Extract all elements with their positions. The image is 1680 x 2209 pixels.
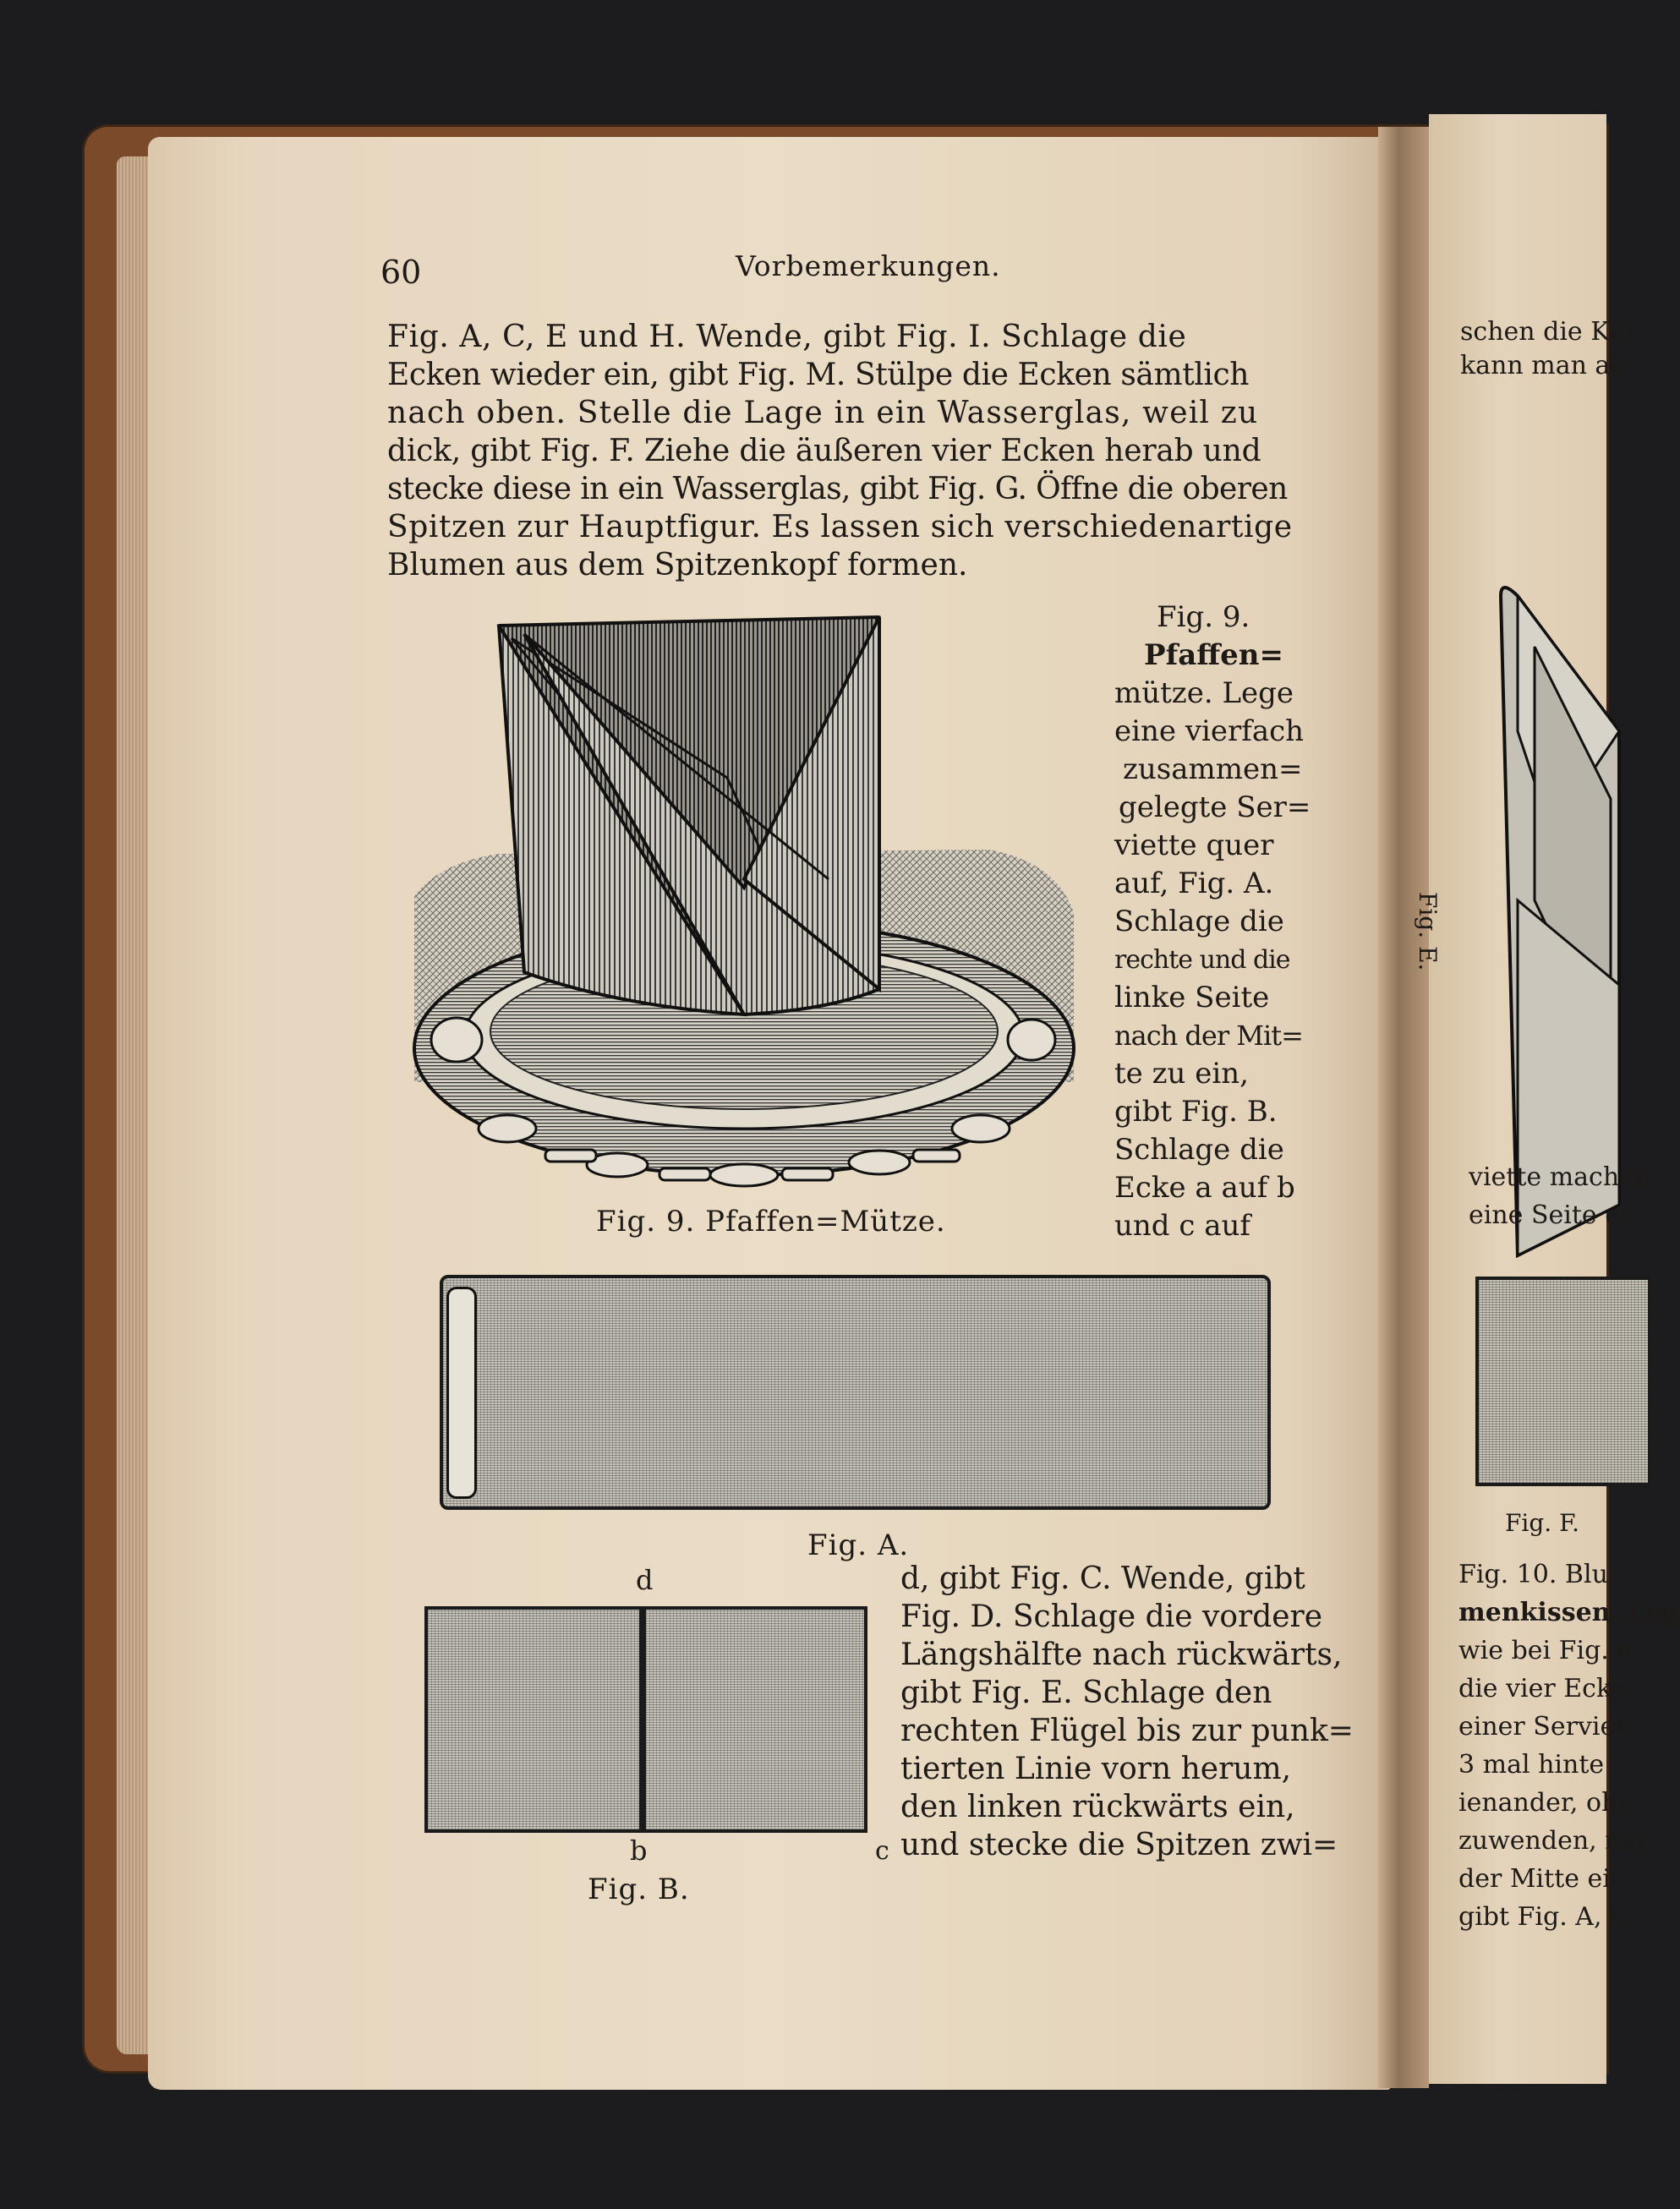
text-line: d, gibt Fig. C. Wende, gibt	[900, 1561, 1305, 1596]
text-line: Fig. A, C, E und H. Wende, gibt Fig. I. Schlage die	[387, 320, 1187, 354]
figB-caption: Fig. B.	[588, 1873, 690, 1906]
text-line: wie bei Fig. 8	[1458, 1636, 1633, 1665]
text-line: linke Seite	[1114, 981, 1270, 1014]
text-line: nach oben. Stelle die Lage in ein Wasserglas, weil zu	[387, 396, 1259, 430]
figA-illustration	[440, 1275, 1271, 1510]
figB-label-c: c	[875, 1836, 889, 1866]
figA-caption: Fig. A.	[807, 1528, 910, 1562]
text-line: Schlage die	[1114, 905, 1284, 938]
figB-label-d: d	[636, 1564, 654, 1596]
text-line: zuwenden, nac	[1458, 1826, 1651, 1856]
right-bottom-column	[1458, 1556, 1680, 1936]
text-line: Pfaffen=	[1144, 638, 1283, 672]
text-line: den linken rückwärts ein,	[900, 1790, 1295, 1824]
text-line: menkissen. Leg	[1458, 1598, 1680, 1627]
book-gutter	[1378, 127, 1429, 2088]
text-line: gibt Fig. A, C	[1458, 1902, 1629, 1932]
text-line: Längshälfte nach rückwärts,	[900, 1638, 1343, 1672]
text-line: mütze. Lege	[1114, 676, 1294, 710]
text-line: Fig. 9.	[1157, 600, 1250, 634]
figE-illustration	[1484, 478, 1619, 1255]
figF-illustration	[1475, 1277, 1651, 1486]
text-line: und stecke die Spitzen zwi=	[900, 1828, 1338, 1862]
text-line: rechten Flügel bis zur punk=	[900, 1714, 1354, 1748]
text-line: auf, Fig. A.	[1114, 867, 1274, 900]
text-line: Fig. 10. Blu	[1458, 1560, 1608, 1589]
text-line: Blumen aus dem Spitzenkopf formen.	[387, 548, 968, 582]
text-line: nach der Mit=	[1114, 1020, 1303, 1052]
text-line: einer Serviet	[1458, 1712, 1626, 1742]
figB-label-b: b	[630, 1834, 648, 1867]
text-line: rechte und die	[1114, 945, 1290, 975]
figF-caption: Fig. F.	[1505, 1509, 1580, 1537]
text-line: 3 mal hinte	[1458, 1750, 1605, 1780]
right-page-content	[1414, 114, 1680, 2084]
figE-label: Fig. E.	[1414, 892, 1442, 971]
bottom-column	[900, 1560, 1354, 1864]
figA-fold-edge	[446, 1287, 477, 1499]
text-line: Spitzen zur Hauptfigur. Es lassen sich verschiedenartige	[387, 510, 1293, 544]
fig9-illustration	[406, 609, 1082, 1200]
text-line: gibt Fig. B.	[1114, 1095, 1278, 1129]
text-line: der Mitte ei	[1458, 1864, 1611, 1894]
text-line: zusammen=	[1123, 752, 1303, 786]
text-line: te zu ein,	[1114, 1057, 1249, 1091]
fig9-caption: Fig. 9. Pfaffen=Mütze.	[596, 1205, 946, 1238]
text-line: Fig. D. Schlage die vordere	[900, 1599, 1323, 1634]
right-mid-line: eine Seite ei	[1469, 1200, 1628, 1230]
text-line: Ecken wieder ein, gibt Fig. M. Stülpe die Ecken sämtlich	[387, 358, 1250, 392]
page-number: 60	[380, 254, 422, 291]
text-line: Schlage die	[1114, 1133, 1284, 1167]
right-mid-line: viette machen.	[1469, 1162, 1659, 1192]
text-line: tierten Linie vorn herum,	[900, 1752, 1292, 1786]
figB-right-half	[643, 1606, 867, 1833]
text-line: gelegte Ser=	[1119, 790, 1311, 824]
text-line: eine vierfach	[1114, 714, 1305, 748]
right-top-line: kann man au	[1460, 351, 1627, 380]
side-column	[1114, 599, 1317, 1245]
text-line: Ecke a auf b	[1114, 1171, 1295, 1205]
text-line: viette quer	[1114, 828, 1274, 862]
text-line: dick, gibt Fig. F. Ziehe die äußeren vier Ecken herab und	[387, 434, 1261, 468]
right-top-line: schen die Kan	[1460, 317, 1641, 347]
text-line: die vier Ecke	[1458, 1674, 1627, 1703]
top-paragraph	[387, 318, 1300, 584]
text-line: und c auf	[1114, 1209, 1250, 1243]
text-line: stecke diese in ein Wasserglas, gibt Fig. G. Öffne die oberen	[387, 472, 1288, 506]
text-line: gibt Fig. E. Schlage den	[900, 1676, 1272, 1710]
text-line: ienander, ohn	[1458, 1788, 1634, 1818]
figB-left-half	[424, 1606, 643, 1833]
running-head: Vorbemerkungen.	[736, 249, 1001, 282]
